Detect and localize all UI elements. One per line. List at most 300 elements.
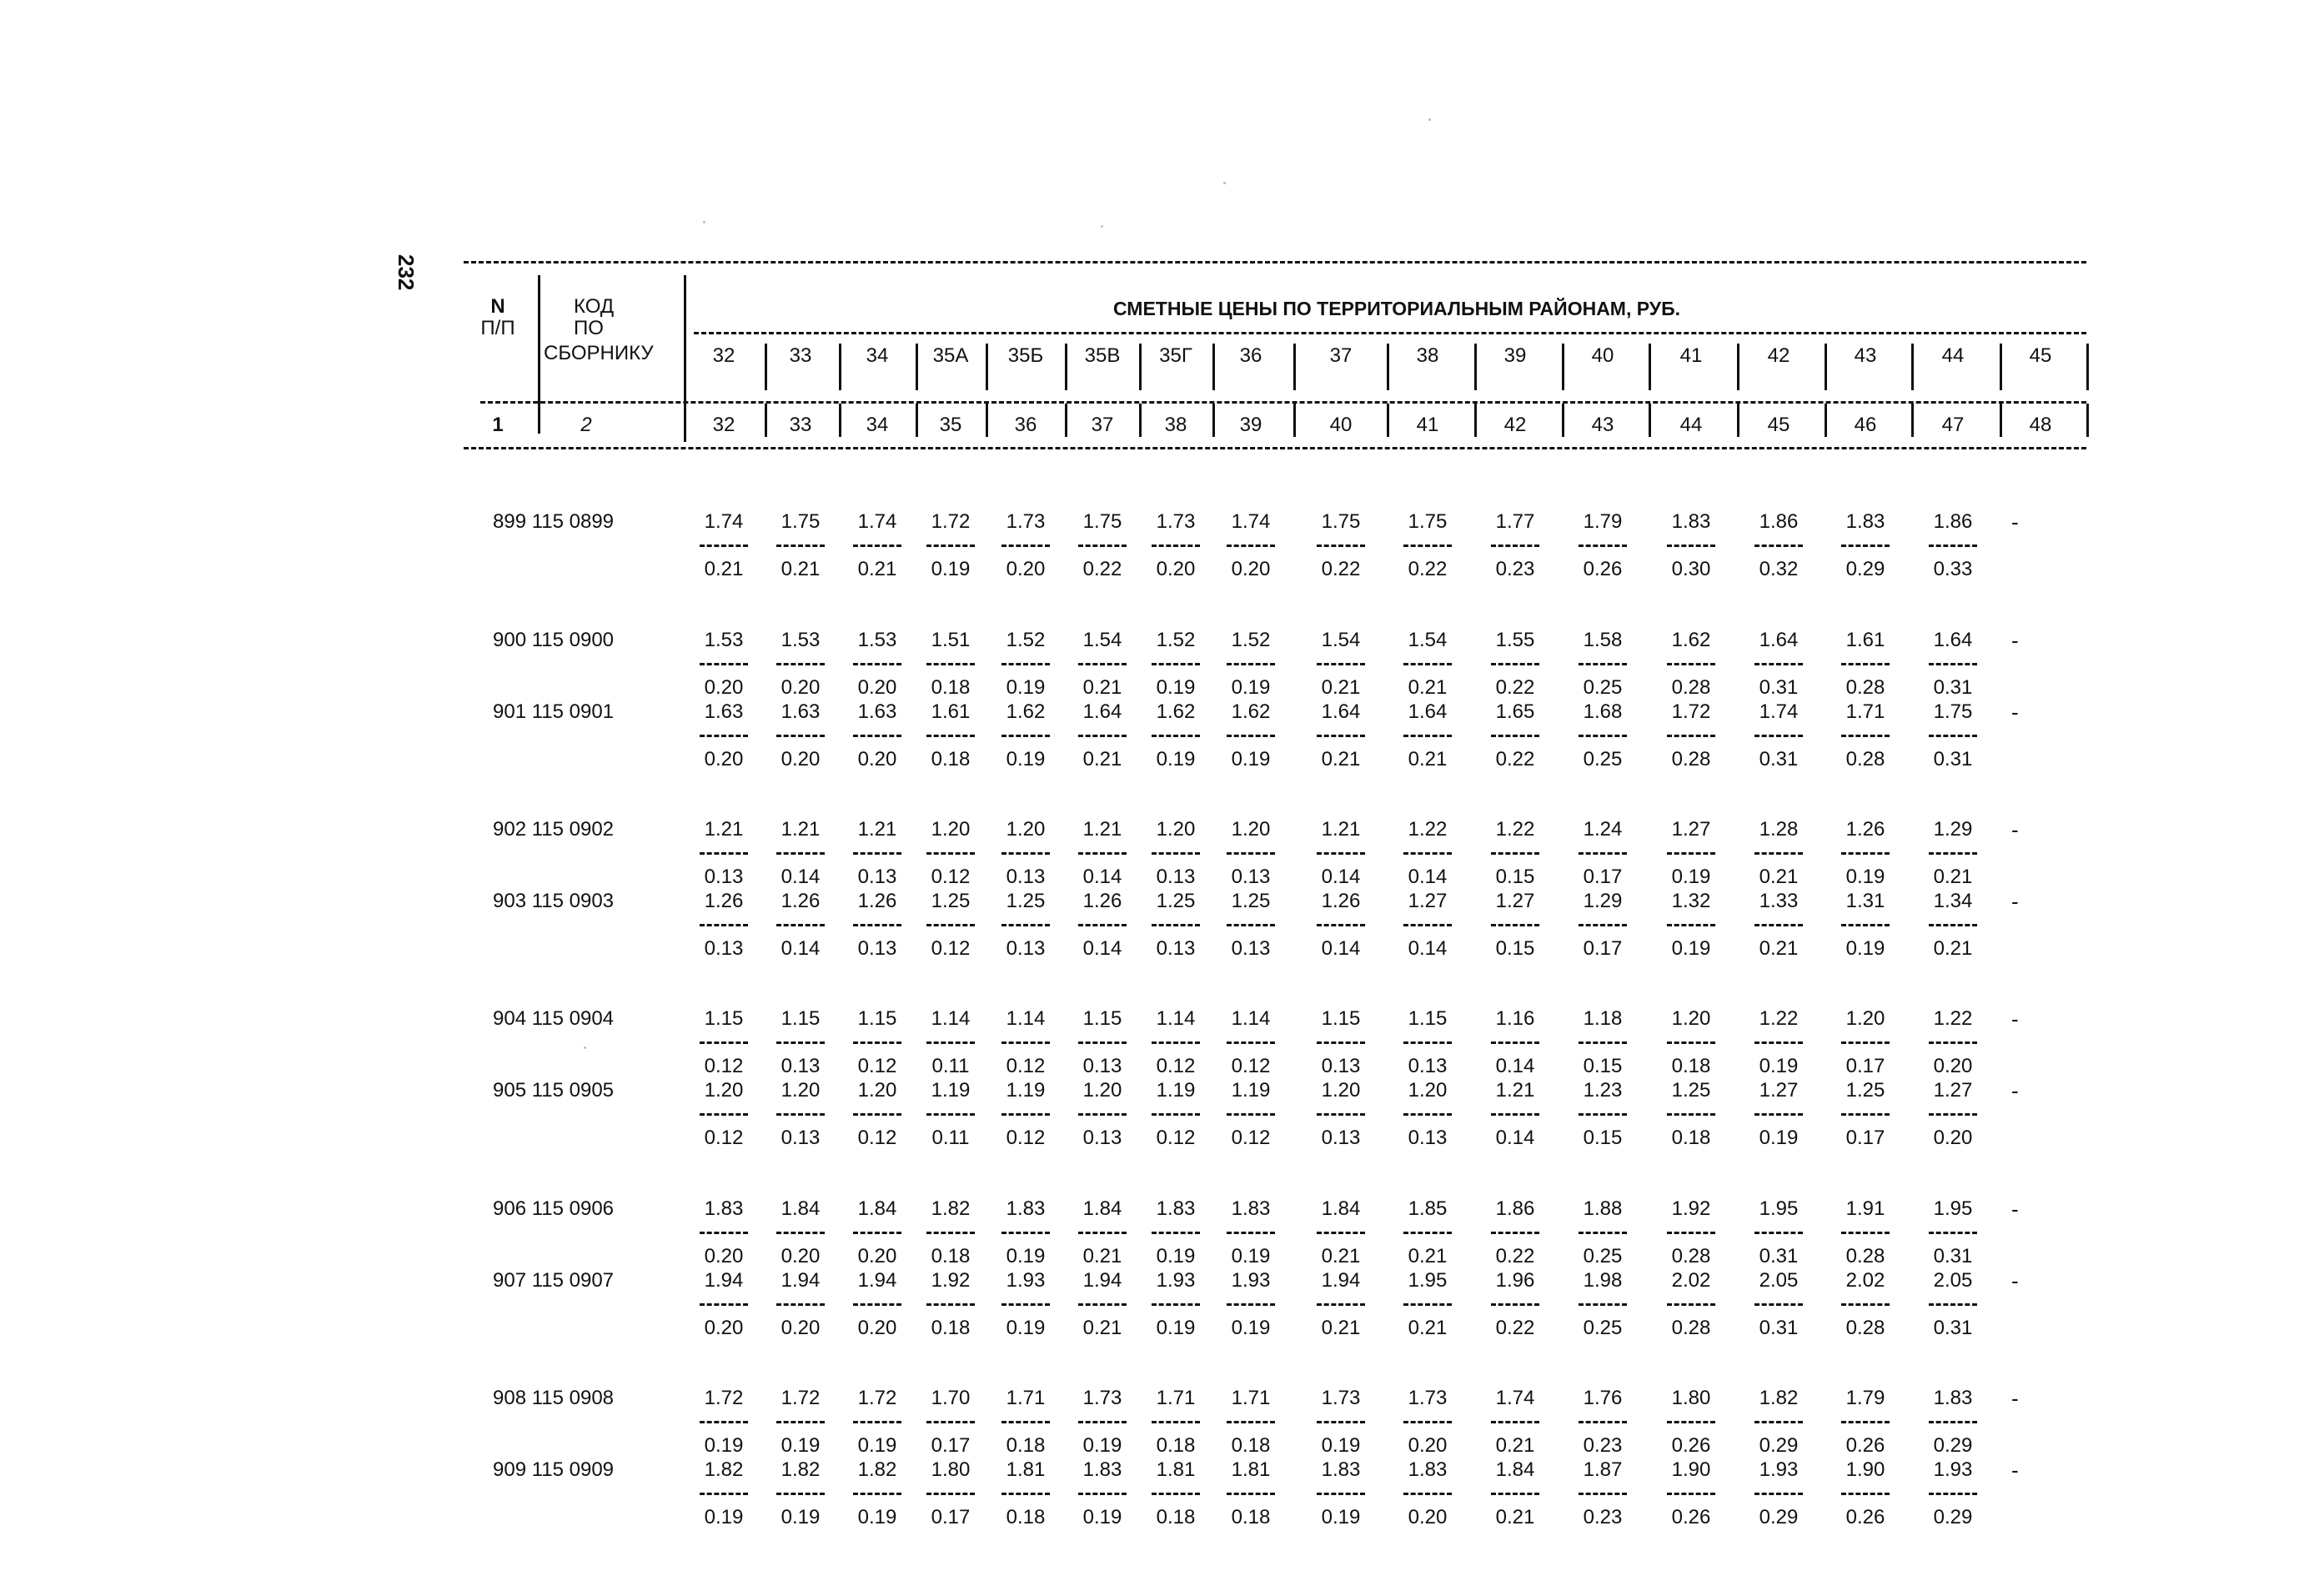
price-wage: 0.19 (1231, 748, 1271, 770)
fraction-line (1929, 1421, 1977, 1423)
price-total: 1.27 (1408, 890, 1448, 912)
price-wage: 0.21 (1759, 937, 1799, 960)
page-number: 232 (394, 254, 419, 291)
price-cell (1219, 1009, 1283, 1077)
price-cell (994, 1009, 1057, 1077)
price-total: 1.82 (931, 1197, 971, 1220)
price-cell (1571, 1199, 1634, 1267)
column-number: 37 (1091, 414, 1114, 436)
price-cell (919, 1199, 982, 1267)
price-wage: 0.13 (1082, 1127, 1122, 1149)
price-wage: 0.21 (1408, 748, 1448, 770)
price-cell (1071, 1199, 1134, 1267)
fraction-line (1491, 663, 1539, 665)
price-wage: 0.25 (1583, 1317, 1623, 1339)
price-total: 1.83 (1082, 1458, 1122, 1481)
price-total: 1.15 (781, 1007, 821, 1030)
missing-value-dash: - (2011, 817, 2019, 842)
fraction-line (776, 1113, 825, 1116)
missing-value-dash: - (2011, 700, 2019, 725)
price-cell (1309, 1460, 1373, 1528)
price-wage: 0.20 (704, 676, 744, 699)
price-cell (1396, 1009, 1459, 1077)
price-cell (1071, 1271, 1134, 1338)
header-vrule-district (1474, 344, 1477, 390)
price-wage: 0.20 (1933, 1127, 1973, 1149)
price-total: 1.22 (1759, 1007, 1799, 1030)
price-cell (1144, 820, 1207, 887)
price-total: 1.28 (1759, 818, 1799, 841)
header-vrule-number (2086, 404, 2089, 437)
price-total: 1.73 (1006, 510, 1046, 533)
price-cell (1071, 891, 1134, 959)
fraction-line (1667, 1421, 1715, 1423)
price-total: 1.14 (1156, 1007, 1196, 1030)
price-total: 1.83 (1933, 1387, 1973, 1409)
fraction-line (1403, 1041, 1452, 1044)
price-wage: 0.20 (781, 1317, 821, 1339)
price-cell (1747, 1199, 1810, 1267)
price-cell (1571, 702, 1634, 770)
fraction-line (1078, 1232, 1127, 1234)
price-total: 1.72 (1671, 700, 1711, 723)
fraction-line (926, 545, 975, 547)
header-vrule-district (1911, 344, 1914, 390)
header-vrule-district (1562, 344, 1564, 390)
price-total: 1.95 (1759, 1197, 1799, 1220)
price-wage: 0.21 (1933, 866, 1973, 888)
header-kod-label: КОД (574, 295, 615, 318)
fraction-line (1152, 852, 1200, 855)
price-cell (1396, 702, 1459, 770)
fraction-line (1841, 1493, 1890, 1495)
price-wage: 0.25 (1583, 1245, 1623, 1267)
price-cell (1659, 1388, 1723, 1456)
price-total: 1.75 (1933, 700, 1973, 723)
fraction-line (1841, 1113, 1890, 1116)
row-label: 906 115 0906 (493, 1197, 615, 1220)
price-cell (769, 1271, 832, 1338)
price-cell (769, 1199, 832, 1267)
fraction-line (1841, 1421, 1890, 1423)
price-cell (994, 1081, 1057, 1148)
fraction-line (926, 1232, 975, 1234)
header-vrule-district (986, 344, 988, 390)
price-cell (919, 1081, 982, 1148)
price-wage: 0.25 (1583, 748, 1623, 770)
fraction-line (1227, 1493, 1275, 1495)
price-wage: 0.28 (1671, 748, 1711, 770)
price-total: 1.79 (1583, 510, 1623, 533)
price-cell (994, 891, 1057, 959)
price-cell (919, 630, 982, 698)
price-cell (1747, 1081, 1810, 1148)
price-total: 1.33 (1759, 890, 1799, 912)
price-wage: 0.18 (931, 1245, 971, 1267)
price-total: 1.92 (1671, 1197, 1711, 1220)
price-wage: 0.15 (1495, 866, 1535, 888)
price-total: 1.82 (704, 1458, 744, 1481)
price-total: 2.05 (1759, 1269, 1799, 1292)
fraction-line (700, 663, 748, 665)
price-wage: 0.19 (781, 1506, 821, 1528)
price-total: 1.72 (931, 510, 971, 533)
column-number: 38 (1164, 414, 1187, 436)
price-total: 1.64 (1082, 700, 1122, 723)
fraction-line (1001, 1041, 1050, 1044)
header-col2-number: 2 (580, 414, 592, 436)
fraction-line (700, 1303, 748, 1306)
fraction-line (1078, 545, 1127, 547)
price-cell (1834, 1081, 1897, 1148)
fraction-line (1667, 663, 1715, 665)
price-wage: 0.19 (1759, 1055, 1799, 1077)
fraction-line (1579, 1232, 1627, 1234)
header-vrule-number (1139, 404, 1142, 437)
fraction-line (1001, 735, 1050, 737)
price-wage: 0.21 (1082, 748, 1122, 770)
price-cell (1834, 512, 1897, 580)
price-wage: 0.19 (704, 1434, 744, 1457)
fraction-line (1754, 1493, 1803, 1495)
fraction-line (1667, 1493, 1715, 1495)
price-wage: 0.15 (1583, 1127, 1623, 1149)
price-total: 1.71 (1845, 700, 1885, 723)
fraction-line (1754, 735, 1803, 737)
price-cell (1921, 1388, 1985, 1456)
header-vrule-district (1139, 344, 1142, 390)
price-wage: 0.20 (704, 748, 744, 770)
price-cell (1483, 1081, 1547, 1148)
price-wage: 0.28 (1671, 676, 1711, 699)
price-total: 1.19 (1231, 1079, 1271, 1102)
fraction-line (776, 1421, 825, 1423)
price-cell (1921, 512, 1985, 580)
row-label: 899 115 0899 (493, 510, 615, 533)
fraction-line (700, 1493, 748, 1495)
price-total: 1.20 (1408, 1079, 1448, 1102)
price-total: 1.62 (1006, 700, 1046, 723)
price-total: 1.20 (857, 1079, 897, 1102)
price-cell (1921, 820, 1985, 887)
price-cell (1659, 1460, 1723, 1528)
price-wage: 0.32 (1759, 558, 1799, 580)
price-wage: 0.14 (781, 937, 821, 960)
price-total: 1.72 (857, 1387, 897, 1409)
price-wage: 0.26 (1845, 1506, 1885, 1528)
price-wage: 0.28 (1671, 1245, 1711, 1267)
price-wage: 0.23 (1495, 558, 1535, 580)
price-total: 1.52 (1156, 629, 1196, 651)
fraction-line (1491, 1041, 1539, 1044)
price-total: 1.75 (1321, 510, 1361, 533)
price-cell (1659, 820, 1723, 887)
price-cell (1834, 891, 1897, 959)
price-wage: 0.12 (1156, 1055, 1196, 1077)
price-cell (1747, 630, 1810, 698)
price-wage: 0.14 (1321, 866, 1361, 888)
fraction-line (1078, 852, 1127, 855)
price-total: 1.54 (1408, 629, 1448, 651)
price-wage: 0.19 (1671, 866, 1711, 888)
price-total: 1.20 (1156, 818, 1196, 841)
fraction-line (1929, 852, 1977, 855)
price-cell (1071, 702, 1134, 770)
price-wage: 0.23 (1583, 1434, 1623, 1457)
price-wage: 0.22 (1082, 558, 1122, 580)
fraction-line (1667, 1303, 1715, 1306)
fraction-line (700, 1232, 748, 1234)
fraction-line (1667, 1113, 1715, 1116)
price-wage: 0.12 (857, 1055, 897, 1077)
price-total: 1.83 (1845, 510, 1885, 533)
price-wage: 0.21 (1408, 1317, 1448, 1339)
price-total: 1.76 (1583, 1387, 1623, 1409)
fraction-line (1929, 1493, 1977, 1495)
price-cell (1747, 891, 1810, 959)
price-cell (1144, 1081, 1207, 1148)
price-cell (1834, 630, 1897, 698)
fraction-line (1841, 924, 1890, 926)
price-total: 1.20 (931, 818, 971, 841)
header-sborniku-label: СБОРНИКУ (544, 342, 654, 364)
price-wage: 0.13 (1156, 937, 1196, 960)
price-cell (1571, 1271, 1634, 1338)
price-cell (1747, 1460, 1810, 1528)
fraction-line (1317, 735, 1365, 737)
fraction-line (1754, 924, 1803, 926)
price-wage: 0.19 (1321, 1434, 1361, 1457)
price-total: 1.64 (1408, 700, 1448, 723)
price-total: 1.61 (931, 700, 971, 723)
district-header: 37 (1329, 344, 1353, 367)
price-wage: 0.22 (1495, 676, 1535, 699)
fraction-line (1579, 545, 1627, 547)
fraction-line (1317, 1421, 1365, 1423)
price-total: 1.63 (781, 700, 821, 723)
price-wage: 0.13 (1006, 937, 1046, 960)
price-cell (1834, 1199, 1897, 1267)
price-wage: 0.28 (1845, 1245, 1885, 1267)
price-wage: 0.19 (1231, 676, 1271, 699)
fraction-line (776, 852, 825, 855)
price-wage: 0.20 (1156, 558, 1196, 580)
price-total: 1.25 (1156, 890, 1196, 912)
price-wage: 0.19 (857, 1434, 897, 1457)
price-wage: 0.26 (1583, 558, 1623, 580)
row-label: 904 115 0904 (493, 1007, 615, 1030)
price-total: 1.94 (781, 1269, 821, 1292)
price-cell (1834, 1460, 1897, 1528)
fraction-line (853, 545, 901, 547)
price-total: 1.21 (781, 818, 821, 841)
price-cell (846, 820, 909, 887)
price-cell (846, 1271, 909, 1338)
scan-speck (1223, 182, 1226, 184)
price-cell (846, 1388, 909, 1456)
price-wage: 0.28 (1845, 748, 1885, 770)
price-cell (1571, 1460, 1634, 1528)
price-wage: 0.22 (1495, 1245, 1535, 1267)
header-vrule-number (1737, 404, 1739, 437)
price-cell (1571, 630, 1634, 698)
fraction-line (1841, 1303, 1890, 1306)
missing-value-dash: - (2011, 1458, 2019, 1483)
price-wage: 0.20 (1231, 558, 1271, 580)
column-number: 47 (1941, 414, 1965, 436)
price-wage: 0.21 (1321, 676, 1361, 699)
fraction-line (1579, 1493, 1627, 1495)
price-total: 1.27 (1671, 818, 1711, 841)
price-cell (1483, 702, 1547, 770)
column-number: 34 (866, 414, 889, 436)
price-wage: 0.13 (704, 866, 744, 888)
header-vrule-number (1825, 404, 1827, 437)
row-label: 905 115 0905 (493, 1079, 615, 1102)
fraction-line (1317, 1113, 1365, 1116)
price-wage: 0.21 (1495, 1506, 1535, 1528)
price-wage: 0.20 (857, 748, 897, 770)
fraction-line (1317, 1232, 1365, 1234)
price-wage: 0.19 (1321, 1506, 1361, 1528)
district-header: 35В (1084, 344, 1121, 367)
price-cell (1834, 820, 1897, 887)
price-total: 1.34 (1933, 890, 1973, 912)
fraction-line (1317, 663, 1365, 665)
fraction-line (1491, 1232, 1539, 1234)
fraction-line (1929, 1113, 1977, 1116)
scan-speck (1428, 118, 1431, 121)
price-total: 1.75 (1082, 510, 1122, 533)
price-total: 1.21 (1082, 818, 1122, 841)
header-vrule-number (916, 404, 918, 437)
price-cell (1219, 1199, 1283, 1267)
scan-speck (1101, 225, 1103, 228)
price-total: 1.31 (1845, 890, 1885, 912)
price-cell (1144, 1199, 1207, 1267)
fraction-line (1078, 924, 1127, 926)
price-total: 1.27 (1933, 1079, 1973, 1102)
price-cell (846, 512, 909, 580)
price-cell (769, 630, 832, 698)
price-total: 1.21 (857, 818, 897, 841)
header-vrule-number (1474, 404, 1477, 437)
fraction-line (1667, 735, 1715, 737)
district-header: 35Б (1007, 344, 1044, 367)
price-wage: 0.19 (931, 558, 971, 580)
fraction-line (1227, 735, 1275, 737)
price-cell (1834, 1271, 1897, 1338)
district-header: 42 (1767, 344, 1790, 367)
price-wage: 0.14 (1082, 866, 1122, 888)
price-wage: 0.13 (1408, 1127, 1448, 1149)
price-total: 1.20 (1321, 1079, 1361, 1102)
price-cell (1309, 1199, 1373, 1267)
price-cell (1921, 702, 1985, 770)
price-wage: 0.20 (781, 748, 821, 770)
price-cell (692, 1009, 755, 1077)
missing-value-dash: - (2011, 509, 2019, 535)
price-wage: 0.19 (1845, 937, 1885, 960)
price-total: 1.20 (1671, 1007, 1711, 1030)
price-wage: 0.12 (1231, 1055, 1271, 1077)
fraction-line (1152, 1041, 1200, 1044)
price-cell (1921, 1009, 1985, 1077)
fraction-line (1152, 1493, 1200, 1495)
price-cell (1834, 1009, 1897, 1077)
fraction-line (926, 1421, 975, 1423)
price-wage: 0.13 (1231, 937, 1271, 960)
fraction-line (1403, 1421, 1452, 1423)
price-cell (1144, 1009, 1207, 1077)
price-wage: 0.13 (1321, 1055, 1361, 1077)
fraction-line (776, 735, 825, 737)
price-wage: 0.13 (1082, 1055, 1122, 1077)
price-total: 2.05 (1933, 1269, 1973, 1292)
price-cell (1309, 1009, 1373, 1077)
fraction-line (1317, 1303, 1365, 1306)
price-total: 1.84 (1082, 1197, 1122, 1220)
price-cell (994, 1460, 1057, 1528)
district-header: 34 (866, 344, 889, 367)
price-wage: 0.20 (1408, 1506, 1448, 1528)
price-total: 1.83 (1156, 1197, 1196, 1220)
price-cell (994, 1388, 1057, 1456)
scan-speck (703, 221, 705, 223)
price-total: 1.55 (1495, 629, 1535, 651)
price-wage: 0.12 (704, 1127, 744, 1149)
price-cell (692, 891, 755, 959)
price-total: 1.84 (781, 1197, 821, 1220)
price-wage: 0.15 (1495, 937, 1535, 960)
price-wage: 0.21 (1321, 1245, 1361, 1267)
price-cell (1483, 630, 1547, 698)
fraction-line (1317, 545, 1365, 547)
price-cell (846, 1081, 909, 1148)
fraction-line (1754, 1421, 1803, 1423)
price-total: 1.74 (1759, 700, 1799, 723)
price-wage: 0.19 (704, 1506, 744, 1528)
price-total: 1.94 (1082, 1269, 1122, 1292)
price-wage: 0.19 (1156, 748, 1196, 770)
fraction-line (776, 663, 825, 665)
price-cell (846, 891, 909, 959)
price-cell (1659, 1199, 1723, 1267)
price-cell (1747, 1009, 1810, 1077)
fraction-line (1152, 1232, 1200, 1234)
header-vrule-n (538, 275, 540, 434)
fraction-line (1754, 1232, 1803, 1234)
price-total: 1.15 (1321, 1007, 1361, 1030)
price-cell (1071, 1009, 1134, 1077)
fraction-line (1403, 852, 1452, 855)
price-cell (1396, 1388, 1459, 1456)
price-wage: 0.17 (931, 1434, 971, 1457)
header-col1-number: 1 (492, 414, 504, 436)
price-cell (1219, 820, 1283, 887)
fraction-line (1227, 924, 1275, 926)
price-total: 1.25 (1845, 1079, 1885, 1102)
fraction-line (1001, 1493, 1050, 1495)
price-wage: 0.13 (1408, 1055, 1448, 1077)
fraction-line (1491, 1303, 1539, 1306)
district-header: 36 (1239, 344, 1262, 367)
price-cell (1144, 1271, 1207, 1338)
price-total: 1.93 (1231, 1269, 1271, 1292)
price-cell (1396, 1081, 1459, 1148)
price-total: 1.26 (1082, 890, 1122, 912)
fraction-line (1078, 1421, 1127, 1423)
